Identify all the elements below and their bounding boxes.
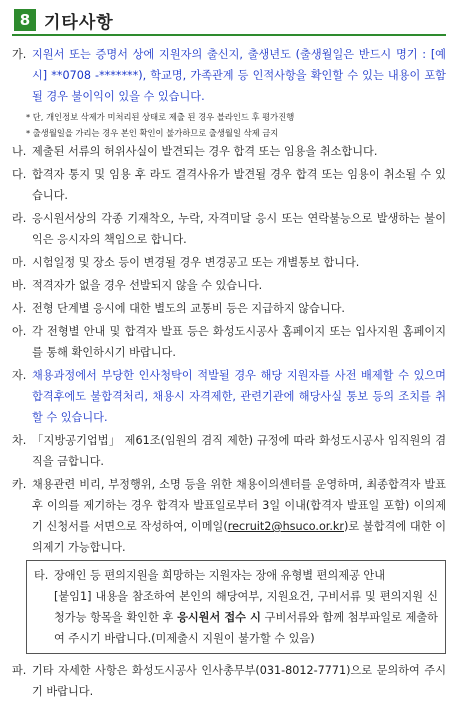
item-text: 기타 자세한 사항은 화성도시공사 인사총무부(031-8012-7771)으로 문의하여 주시기 바랍니다. — [32, 664, 446, 698]
item-text: 전형 단계별 응시에 대한 별도의 교통비 등은 지급하지 않습니다. — [32, 302, 345, 315]
item-sa — [12, 298, 446, 319]
accessibility-text-end: 구비서류와 함께 첨부파일로 제출하여 주시기 바랍니다.(미제출시 지원이 불가할 수 있음) — [54, 611, 438, 645]
item-text: 응시원서상의 각종 기재착오, 누락, 자격미달 응시 또는 연락불능으로 발생하는 불이익은 응시자의 책임으로 합니다. — [32, 212, 446, 246]
notice-page — [0, 6, 460, 698]
item-marker: 사. — [12, 302, 27, 315]
item-text: 제출된 서류의 허위사실이 발견되는 경우 합격 또는 임용을 취소합니다. — [32, 145, 378, 158]
item-text: 합격자 통지 및 임용 후 라도 결격사유가 발견될 경우 합격 또는 임용이 취소될 수 있습니다. — [32, 168, 446, 202]
item-text: 적격자가 없을 경우 선발되지 않을 수 있습니다. — [32, 279, 263, 292]
objection-text-end: )로 불합격에 대한 이의제기 가능합니다. — [32, 520, 446, 554]
item-marker: 아. — [12, 325, 27, 338]
item-marker: 파. — [12, 664, 27, 677]
item-na — [12, 141, 446, 162]
note-blind: * 단, 개인정보 삭제가 미처리된 상태로 제출 된 경우 블라인드 후 평가진행 — [26, 112, 295, 122]
item-marker: 타. — [34, 569, 49, 582]
item-a — [12, 321, 446, 363]
item-text: 장애인 등 편의지원을 희망하는 지원자는 장애 유형별 편의제공 안내 — [54, 569, 386, 582]
accessibility-text: [붙임1] 내용을 참조하여 본인의 해당여부, 지원요건, 구비서류 및 편의지원 신청가능 항목을 확인한 후 — [54, 590, 438, 624]
item-ka — [12, 474, 446, 558]
item-marker: 다. — [12, 168, 27, 181]
section-title: 기타사항 — [44, 12, 114, 33]
email-link[interactable]: recruit2@hsuco.or.kr — [227, 520, 345, 533]
item-text: 지원서 또는 증명서 상에 지원자의 출신지, 출생년도 (출생월일은 반드시 명기 : [예시] **0708 -*******), 학교명, 가족관계 등 인적사항을 확인할 수 있는 내용이 포함될 경우 불이익이 있을 수 있습니다. — [32, 48, 446, 103]
item-text: 「지방공기업법」 제61조(임원의 겸직 제한) 규정에 따라 화성도시공사 임직원의 겸직을 금합니다. — [32, 434, 446, 468]
item-text — [32, 474, 446, 558]
item-marker: 라. — [12, 212, 27, 225]
emphasis-text: 응시원서 접수 시 — [177, 611, 261, 624]
item-text — [54, 586, 438, 649]
item-pa — [12, 660, 446, 702]
item-marker: 카. — [12, 478, 27, 491]
item-ma — [12, 252, 446, 273]
section-header — [12, 6, 446, 36]
item-text: 각 전형별 안내 및 합격자 발표 등은 화성도시공사 홈페이지 또는 입사지원 홈페이지를 통해 확인하시기 바랍니다. — [32, 325, 446, 359]
item-text: 채용과정에서 부당한 인사청탁이 적발될 경우 해당 지원자를 사전 배제할 수 있으며 합격후에도 불합격처리, 채용시 자격제한, 관련기관에 해당사실 통보 등의 조치를 취할 수 있습니다. — [32, 369, 446, 424]
item-marker: 가. — [12, 48, 27, 61]
item-marker: 바. — [12, 279, 27, 292]
item-ga — [12, 44, 446, 107]
item-ra — [12, 208, 446, 250]
item-cha — [12, 430, 446, 472]
notice-list — [12, 44, 446, 702]
accessibility-box — [26, 560, 446, 654]
section-number: 8 — [14, 9, 36, 31]
item-ta-body — [34, 586, 438, 649]
item-marker: 자. — [12, 369, 27, 382]
item-ba — [12, 275, 446, 296]
item-ta — [34, 565, 438, 586]
item-ja — [12, 365, 446, 428]
note-birthdate: * 출생월일을 가리는 경우 본인 확인이 불가하므로 출생월일 삭제 금지 — [26, 128, 279, 138]
objection-text: 채용관련 비리, 부정행위, 소명 등을 위한 채용이의센터를 운영하며, 최종합격자 발표 후 이의를 제기하는 경우 합격자 발표일로부터 3일 이내(합격자 발표일 포함) 이의제기 신청서를 서면으로 작성하여, 이메일( — [32, 478, 446, 533]
item-da — [12, 164, 446, 206]
item-marker: 차. — [12, 434, 27, 447]
item-text: 시험일정 및 장소 등이 변경될 경우 변경공고 또는 개별통보 합니다. — [32, 256, 360, 269]
item-marker: 마. — [12, 256, 27, 269]
item-marker: 나. — [12, 145, 27, 158]
